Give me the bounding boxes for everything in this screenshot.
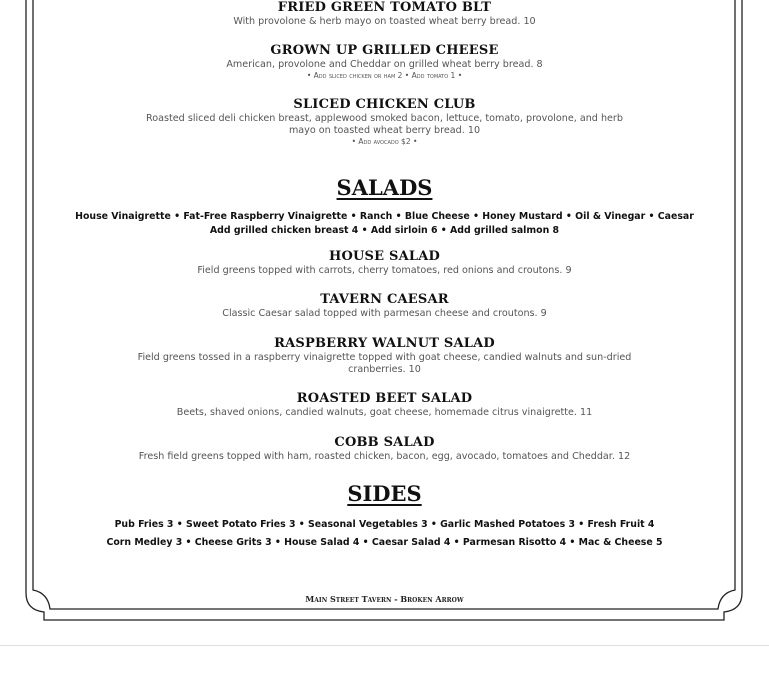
item-description: Roasted sliced deli chicken breast, applewood smoked bacon, lettuce, tomato, provolone, and herb bbox=[146, 113, 623, 124]
sides-line-1: Pub Fries 3 • Sweet Potato Fries 3 • Seasonal Vegetables 3 • Garlic Mashed Potatoes 3 • Fresh Fruit 4 bbox=[114, 519, 655, 530]
section-title-sides: SIDES bbox=[347, 481, 422, 506]
section-title-salads: SALADS bbox=[336, 175, 433, 200]
menu-item-roasted-beet-salad bbox=[44, 391, 725, 419]
item-name: HOUSE SALAD bbox=[329, 249, 440, 264]
item-description: Classic Caesar salad topped with parmesan cheese and croutons. 9 bbox=[222, 308, 547, 319]
item-name: GROWN UP GRILLED CHEESE bbox=[270, 43, 499, 58]
item-description: Beets, shaved onions, candied walnuts, goat cheese, homemade citrus vinaigrette. 11 bbox=[176, 407, 593, 418]
page-divider bbox=[0, 645, 769, 646]
menu-item-grown-up-grilled-cheese bbox=[44, 43, 725, 81]
item-description-line2: cranberries. 10 bbox=[348, 364, 421, 375]
menu-item-raspberry-walnut-salad bbox=[44, 336, 725, 376]
sides-list bbox=[44, 516, 725, 552]
sides-line-2: Corn Medley 3 • Cheese Grits 3 • House Salad 4 • Caesar Salad 4 • Parmesan Risotto 4 • Mac & Cheese 5 bbox=[106, 537, 663, 548]
item-description: With provolone & herb mayo on toasted wheat berry bread. 10 bbox=[233, 16, 536, 27]
item-description: Field greens tossed in a raspberry vinaigrette topped with goat cheese, candied walnuts and sun-dried bbox=[137, 352, 632, 363]
item-name: RASPBERRY WALNUT SALAD bbox=[274, 336, 495, 351]
item-name: COBB SALAD bbox=[334, 435, 435, 450]
item-name: TAVERN CAESAR bbox=[320, 292, 449, 307]
item-name: ROASTED BEET SALAD bbox=[296, 391, 473, 406]
item-name: SLICED CHICKEN CLUB bbox=[293, 97, 476, 112]
dressings-text: House Vinaigrette • Fat-Free Raspberry Vinaigrette • Ranch • Blue Cheese • Honey Mustard • Oil & Vinegar • Caesar bbox=[75, 211, 694, 222]
salads-section-header bbox=[44, 175, 725, 201]
item-description: Fresh field greens topped with ham, roasted chicken, bacon, egg, avocado, tomatoes and Cheddar. 12 bbox=[138, 451, 631, 462]
item-description: American, provolone and Cheddar on grilled wheat berry bread. 8 bbox=[226, 59, 543, 70]
menu-item-house-salad bbox=[44, 249, 725, 277]
menu-item-fried-green-tomato-blt bbox=[44, 0, 725, 28]
item-name: FRIED GREEN TOMATO BLT bbox=[277, 0, 492, 15]
salad-dressings-list bbox=[44, 210, 725, 238]
menu-item-sliced-chicken-club bbox=[44, 97, 725, 147]
item-description-line2: mayo on toasted wheat berry bread. 10 bbox=[288, 125, 481, 136]
item-description: Field greens topped with carrots, cherry tomatoes, red onions and croutons. 9 bbox=[197, 265, 572, 276]
menu-item-tavern-caesar bbox=[44, 292, 725, 320]
salad-addons-text: Add grilled chicken breast 4 • Add sirloin 6 • Add grilled salmon 8 bbox=[209, 225, 560, 236]
sides-section-header bbox=[44, 481, 725, 507]
item-addon: • Add avocado $2 • bbox=[351, 137, 418, 146]
menu-item-cobb-salad bbox=[44, 435, 725, 463]
menu-footer: Main Street Tavern - Broken Arrow bbox=[305, 594, 464, 604]
item-addon: • Add sliced chicken or ham 2 • Add tomato 1 • bbox=[306, 71, 463, 80]
